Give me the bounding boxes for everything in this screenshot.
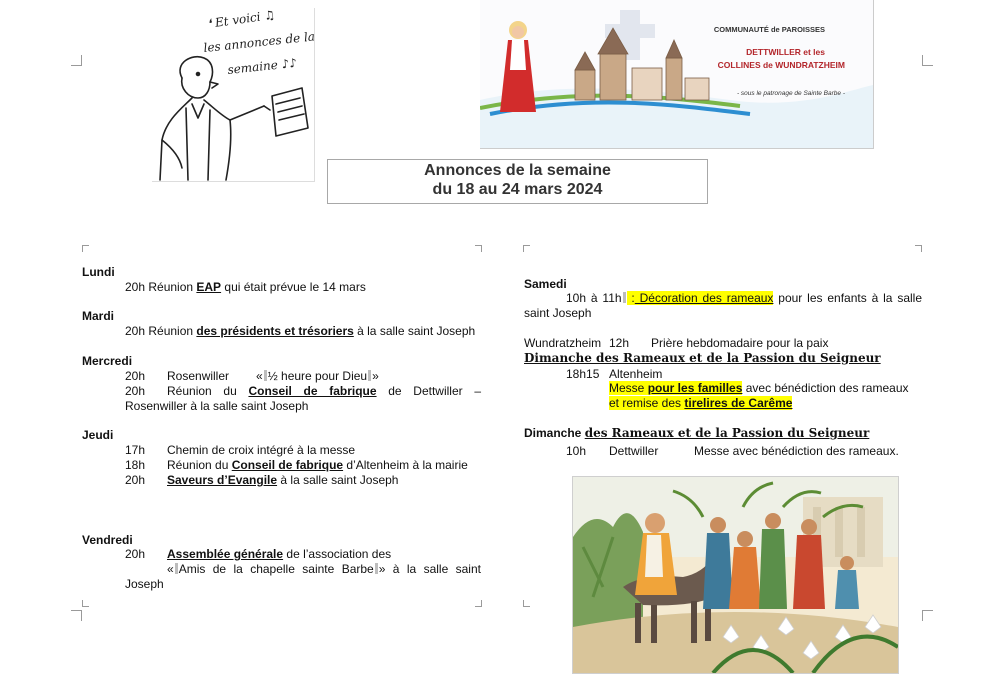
- jeudi-time-3: 20h: [125, 473, 146, 487]
- title-line-2: du 18 au 24 mars 2024: [432, 181, 603, 198]
- sunday-place: Dettwiller: [609, 444, 659, 458]
- crop-mark: [922, 610, 933, 621]
- sunday-time: 10h: [566, 444, 587, 458]
- caption-text: [203, 8, 314, 77]
- vendredi-time-1: 20h: [125, 547, 146, 561]
- samedi-time-2: 12h: [609, 336, 630, 350]
- svg-text:les annonces de la: les annonces de la: [202, 29, 314, 55]
- text: «: [256, 369, 263, 383]
- mercredi-time-2: 20h: [125, 384, 146, 398]
- text: à la salle saint Joseph: [277, 473, 399, 487]
- highlight-emphasis: pour les familles: [647, 381, 743, 395]
- text: Amis de la chapelle sainte Barbe: [178, 562, 374, 576]
- text: 10h à 11h: [566, 291, 622, 305]
- sunday-eve-place: Altenheim: [609, 367, 663, 381]
- logo-line1: COMMUNAUTÉ de PAROISSES: [713, 25, 825, 34]
- logo-line4: - sous le patronage de Sainte Barbe -: [736, 90, 845, 97]
- sunday-eve-time: 18h15: [566, 367, 600, 381]
- sunday-heading: [524, 426, 869, 441]
- crop-mark: [71, 55, 82, 66]
- mercredi-event-2-cont: Rosenwiller à la salle saint Joseph: [125, 399, 309, 413]
- field-marker: [375, 563, 378, 574]
- singing-priest-illustration: [152, 8, 315, 182]
- column-mark: [523, 600, 530, 607]
- highlight-emphasis: Décoration des rameaux: [634, 291, 774, 305]
- mercredi-event-2: [167, 384, 481, 399]
- text: 20h Réunion: [125, 324, 197, 338]
- column-mark: [475, 600, 482, 607]
- field-marker: [264, 370, 267, 381]
- column-mark: [915, 245, 922, 252]
- text: «: [167, 562, 174, 576]
- day-mardi: Mardi: [82, 309, 115, 323]
- highlight-emphasis: tirelires de Carême: [684, 396, 793, 410]
- text: »: [372, 369, 379, 383]
- text: ½ heure pour Dieu: [267, 369, 368, 383]
- jeudi-event-3: [167, 473, 398, 488]
- jeudi-time-1: 17h: [125, 443, 146, 457]
- emphasis: Saveurs d’Evangile: [167, 473, 278, 487]
- mardi-line: [125, 324, 475, 339]
- vendredi-event-1-cont: [167, 562, 481, 577]
- vendredi-event-1: [167, 547, 391, 562]
- highlight: Messe: [609, 381, 648, 395]
- jeudi-time-2: 18h: [125, 458, 146, 472]
- text: à la salle saint Joseph: [353, 324, 476, 338]
- text: de Dettwiller –: [376, 384, 482, 398]
- vendredi-event-1-end: Joseph: [125, 577, 164, 591]
- column-mark: [475, 245, 482, 252]
- column-mark: [82, 600, 89, 607]
- logo-line2: DETTWILLER et les: [746, 47, 825, 57]
- emphasis: Conseil de fabrique: [248, 384, 377, 398]
- day-dimanche: Dimanche: [524, 426, 585, 440]
- text: d’Altenheim à la mairie: [343, 458, 468, 472]
- palm-sunday-illustration: [572, 476, 899, 674]
- svg-text:semaine ♪♪: semaine ♪♪: [226, 55, 298, 77]
- sunday-eve-line-1: [609, 381, 909, 396]
- samedi-event-1: [566, 291, 922, 306]
- day-jeudi: Jeudi: [82, 428, 114, 442]
- logo-line3: COLLINES de WUNDRATZHEIM: [717, 60, 845, 70]
- text: 20h Réunion: [125, 280, 197, 294]
- field-marker: [175, 563, 178, 574]
- samedi-place-2: Wundratzheim: [524, 336, 602, 350]
- jeudi-event-2: [167, 458, 468, 473]
- samedi-event-1-cont: saint Joseph: [524, 306, 592, 320]
- field-marker: [368, 370, 371, 381]
- day-vendredi: Vendredi: [82, 533, 133, 547]
- parish-logo-banner: [480, 0, 874, 149]
- sunday-eve-heading: Dimanche des Rameaux et de la Passion du Seigneur: [524, 351, 881, 365]
- emphasis: des présidents et trésoriers: [196, 324, 354, 338]
- jeudi-event-1: Chemin de croix intégré à la messe: [167, 443, 356, 457]
- text: » à la salle saint: [378, 562, 481, 576]
- emphasis: Assemblée générale: [167, 547, 284, 561]
- highlight: :: [626, 291, 635, 305]
- svg-text:❛ Et voici ♫: ❛ Et voici ♫: [206, 8, 276, 31]
- column-mark: [523, 245, 530, 252]
- mercredi-time-1: 20h: [125, 369, 146, 383]
- day-samedi: Samedi: [524, 277, 567, 291]
- samedi-event-2: Prière hebdomadaire pour la paix: [651, 336, 829, 350]
- highlight: et remise des: [609, 396, 685, 410]
- page-title: [327, 159, 708, 204]
- field-marker: [623, 292, 626, 303]
- emphasis: Conseil de fabrique: [231, 458, 344, 472]
- text: pour les enfants à la salle: [773, 291, 923, 305]
- text: Réunion du: [167, 384, 249, 398]
- mercredi-event-1: [256, 369, 379, 384]
- day-lundi: Lundi: [82, 265, 115, 279]
- text: qui était prévue le 14 mars: [221, 280, 366, 294]
- text: de l’association des: [283, 547, 392, 561]
- text: avec bénédiction des rameaux: [742, 381, 909, 395]
- crop-mark: [71, 610, 82, 621]
- sunday-eve-line-2: [609, 396, 792, 411]
- eap-emphasis: EAP: [196, 280, 222, 294]
- mercredi-place-1: Rosenwiller: [167, 369, 230, 383]
- text: Réunion du: [167, 458, 232, 472]
- title-line-1: Annonces de la semaine: [424, 162, 611, 179]
- sunday-title: des Rameaux et de la Passion du Seigneur: [584, 426, 870, 440]
- crop-mark: [922, 55, 933, 66]
- lundi-line: [125, 280, 366, 295]
- sunday-event: Messe avec bénédiction des rameaux.: [694, 444, 899, 458]
- day-mercredi: Mercredi: [82, 354, 133, 368]
- column-mark: [82, 245, 89, 252]
